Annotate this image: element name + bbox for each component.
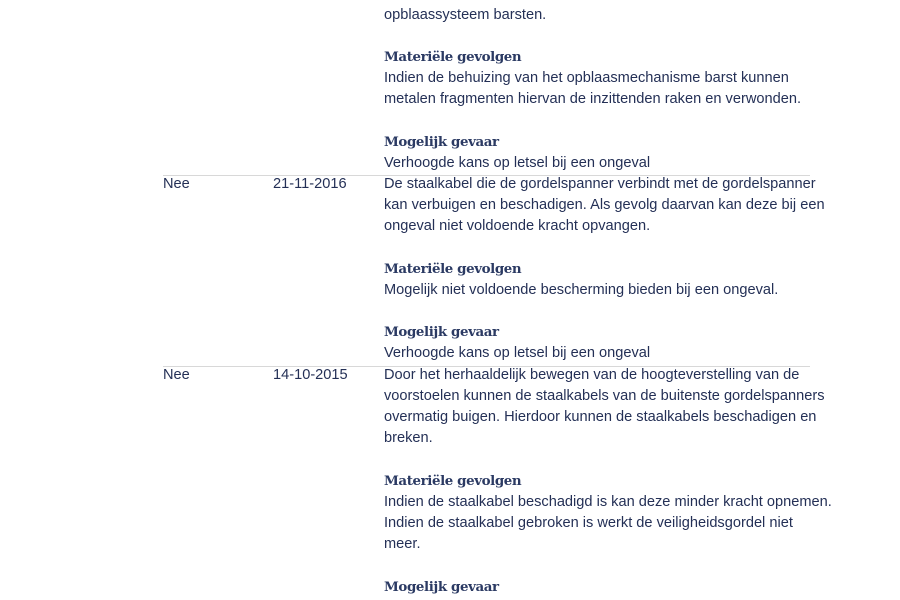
answer-cell: Nee bbox=[163, 367, 190, 383]
description-line: De staalkabel die de gordelspanner verbindt met de gordelspanner bbox=[384, 176, 816, 192]
answer-cell: Nee bbox=[163, 176, 190, 192]
description-line: kan verbuigen en beschadigen. Als gevolg daarvan kan deze bij een bbox=[384, 197, 825, 213]
material-consequences-heading: Materiële gevolgen bbox=[384, 473, 522, 489]
material-consequences-line: Indien de behuizing van het opblaasmechanisme barst kunnen bbox=[384, 70, 789, 86]
description-line: opblaassysteem barsten. bbox=[384, 7, 547, 23]
description-line: ongeval niet voldoende kracht opvangen. bbox=[384, 218, 651, 234]
description-line: Door het herhaaldelijk bewegen van de hoogteverstelling van de bbox=[384, 367, 800, 383]
date-cell: 14-10-2015 bbox=[273, 367, 348, 383]
description-line: voorstoelen kunnen de staalkabels van de buitenste gordelspanners bbox=[384, 388, 825, 404]
description-line: breken. bbox=[384, 430, 433, 446]
description-line: overmatig buigen. Hierdoor kunnen de staalkabels beschadigen en bbox=[384, 409, 817, 425]
possible-danger-heading: Mogelijk gevaar bbox=[384, 579, 499, 595]
material-consequences-heading: Materiële gevolgen bbox=[384, 261, 522, 277]
material-consequences-line: meer. bbox=[384, 536, 421, 552]
material-consequences-heading: Materiële gevolgen bbox=[384, 49, 522, 65]
possible-danger-heading: Mogelijk gevaar bbox=[384, 134, 499, 150]
possible-danger-text: Verhoogde kans op letsel bij een ongeval bbox=[384, 155, 651, 171]
possible-danger-heading: Mogelijk gevaar bbox=[384, 324, 499, 340]
material-consequences-line: Mogelijk niet voldoende bescherming bieden bij een ongeval. bbox=[384, 282, 779, 298]
material-consequences-line: Indien de staalkabel beschadigd is kan deze minder kracht opnemen. bbox=[384, 494, 832, 510]
possible-danger-text: Verhoogde kans op letsel bij een ongeval bbox=[384, 345, 651, 361]
material-consequences-line: Indien de staalkabel gebroken is werkt de veiligheidsgordel niet bbox=[384, 515, 793, 531]
material-consequences-line: metalen fragmenten hiervan de inzittenden raken en verwonden. bbox=[384, 91, 801, 107]
date-cell: 21-11-2016 bbox=[273, 176, 347, 192]
